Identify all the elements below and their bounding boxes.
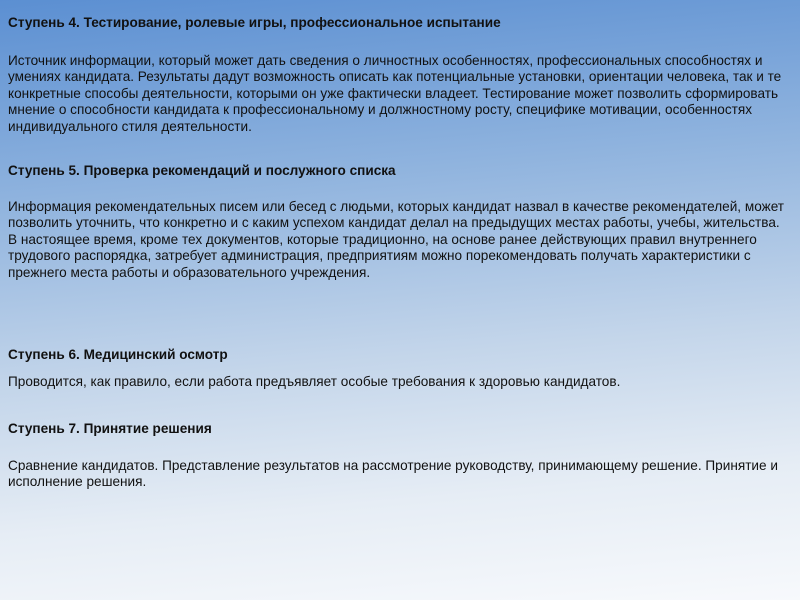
step-4-heading: Ступень 4. Тестирование, ролевые игры, профессиональное испытание bbox=[8, 15, 501, 30]
step-6-text: Проводится, как правило, если работа предъявляет особые требования к здоровью кандидатов. bbox=[8, 374, 621, 389]
step-4-text: Источник информации, который может дать сведения о личностных особенностях, профессиональных способностях и умениях кандидата. Результаты дадут возможность описать как потенциальные установки, ориентации человека, так и те конкретные способы деятельности, которыми он уже фактически владеет. Тестирование может позволить сформировать мнение о способности кандидата к профессиональному и должностному росту, специфике мотивации, особенностях индивидуального стиля деятельности. bbox=[8, 53, 782, 134]
step-6-heading: Ступень 6. Медицинский осмотр bbox=[8, 347, 228, 362]
step-5-text: Информация рекомендательных писем или бесед с людьми, которых кандидат назвал в качестве рекомендателей, может позволить уточнить, что конкретно и с каким успехом кандидат делал на предыдущих местах работы, учебы, жительства. В настоящее время, кроме тех документов, которые традиционно, на основе ранее действующих правил внутреннего трудового распорядка, затребует администрация, предприятиям можно порекомендовать получать характеристики с прежнего места работы и образовательного учреждения. bbox=[8, 199, 785, 280]
step-5-heading: Ступень 5. Проверка рекомендаций и послужного списка bbox=[8, 163, 396, 178]
step-7-heading: Ступень 7. Принятие решения bbox=[8, 421, 212, 436]
step-7-text: Сравнение кандидатов. Представление результатов на рассмотрение руководству, принимающему решение. Принятие и исполнение решения. bbox=[8, 458, 778, 490]
